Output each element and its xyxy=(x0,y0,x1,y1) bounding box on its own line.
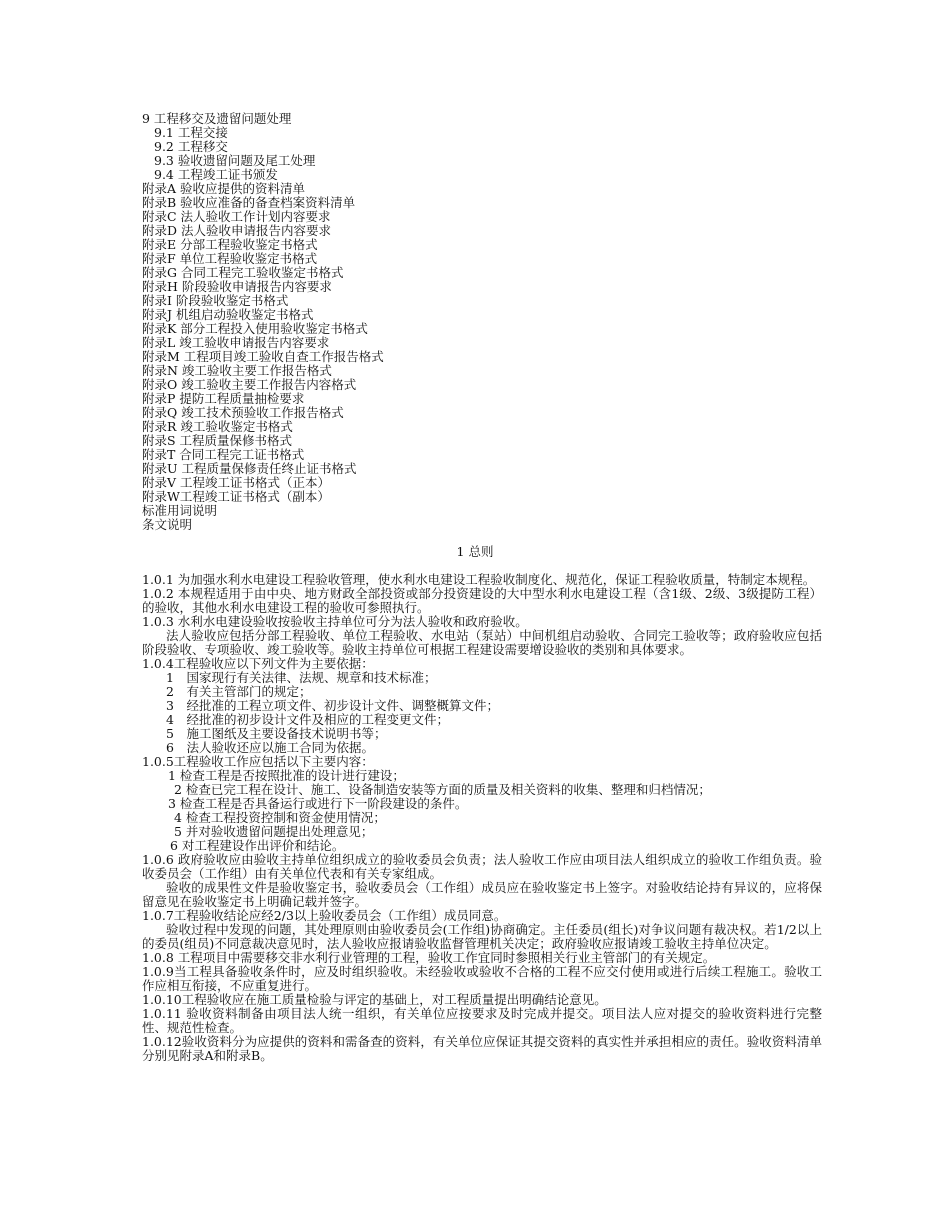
toc-entry: 附录K 部分工程投入使用验收鉴定书格式 xyxy=(142,321,368,336)
paragraph: 4 检查工程投资控制和资金使用情况； xyxy=(174,810,386,825)
paragraph: 3 经批准的工程立项文件、初步设计文件、调整概算文件； xyxy=(166,698,499,713)
toc-entry: 标准用词说明 xyxy=(142,503,218,518)
toc-entry: 9 工程移交及遗留问题处理 xyxy=(142,111,292,126)
paragraph: 1.0.2 本规程适用于由中央、地方财政全部投资或部分投资建设的大中型水利水电建设工程（含1级、2级、3级提防工程）的验收，其他水利水电建设工程的验收可参照执行。 xyxy=(142,586,822,615)
toc-entry: 附录A 验收应提供的资料清单 xyxy=(142,181,306,196)
toc-subentry: 9.3 验收遗留问题及尾工处理 xyxy=(154,153,316,168)
paragraph: 1.0.12验收资料分为应提供的资料和需备查的资料，有关单位应保证其提交资料的真实性并承担相应的责任。验收资料清单分别见附录A和附录B。 xyxy=(142,1034,822,1063)
paragraph: 1 检查工程是否按照批准的设计进行建设； xyxy=(168,768,405,783)
paragraph: 1 国家现行有关法律、法规、规章和技术标准； xyxy=(166,670,437,685)
paragraph: 1.0.6 政府验收应由验收主持单位组织成立的验收委员会负责；法人验收工作应由项目法人组织成立的验收工作组负责。验收委员会（工作组）由有关单位代表和有关专家组成。 xyxy=(142,852,822,881)
paragraph: 1.0.11 验收资料制备由项目法人统一组织，有关单位应按要求及时完成并提交。项目法人应对提交的验收资料进行完整性、规范性检查。 xyxy=(142,1006,822,1035)
paragraph: 6 法人验收还应以施工合同为依据。 xyxy=(166,740,374,755)
toc-entry: 附录U 工程质量保修责任终止证书格式 xyxy=(142,461,357,476)
toc-entry: 附录G 合同工程完工验收鉴定书格式 xyxy=(142,265,344,280)
paragraph: 1.0.1 为加强水利水电建设工程验收管理，使水利水电建设工程验收制度化、规范化，保证工程验收质量，特制定本规程。 xyxy=(142,572,816,587)
toc-entry: 附录H 阶段验收申请报告内容要求 xyxy=(142,279,332,294)
paragraph: 3 检查工程是否具备运行或进行下一阶段建设的条件。 xyxy=(168,796,468,811)
toc-entry: 附录J 机组启动验收鉴定书格式 xyxy=(142,307,314,322)
toc-entry: 附录P 提防工程质量抽检要求 xyxy=(142,391,305,406)
toc-entry: 附录W工程竣工证书格式（副本） xyxy=(142,489,330,504)
toc-entry: 附录I 阶段验收鉴定书格式 xyxy=(142,293,289,308)
toc-subentry: 9.2 工程移交 xyxy=(154,139,228,154)
paragraph: 1.0.9当工程具备验收条件时，应及时组织验收。未经验收或验收不合格的工程不应交付使用或进行后续工程施工。验收工作应相互衔接，不应重复进行。 xyxy=(142,964,822,993)
paragraph: 4 经批准的初步设计文件及相应的工程变更文件； xyxy=(166,712,449,727)
toc-entry: 附录N 竣工验收主要工作报告格式 xyxy=(142,363,332,378)
toc-entry: 附录E 分部工程验收鉴定书格式 xyxy=(142,237,318,252)
toc-entry: 附录L 竣工验收申请报告内容要求 xyxy=(142,335,330,350)
section-body xyxy=(142,573,822,1063)
section-title: 1 总则 xyxy=(456,544,494,559)
toc-entry: 附录V 工程竣工证书格式（正本） xyxy=(142,475,331,490)
paragraph: 2 检查已完工程在设计、施工、设备制造安装等方面的质量及相关资料的收集、整理和归档情况； xyxy=(174,782,711,797)
toc-entry: 附录F 单位工程验收鉴定书格式 xyxy=(142,251,318,266)
toc-entry: 附录B 验收应准备的备查档案资料清单 xyxy=(142,195,356,210)
paragraph: 2 有关主管部门的规定； xyxy=(166,684,312,699)
table-of-contents xyxy=(142,112,842,532)
toc-entry: 条文说明 xyxy=(142,517,193,532)
toc-entry: 附录D 法人验收申请报告内容要求 xyxy=(142,223,331,238)
toc-entry: 附录S 工程质量保修书格式 xyxy=(142,433,293,448)
paragraph: 1.0.7工程验收结论应经2/3以上验收委员会（工作组）成员同意。 xyxy=(142,908,507,923)
toc-subentry: 9.1 工程交接 xyxy=(154,125,228,140)
toc-entry: 附录C 法人验收工作计划内容要求 xyxy=(142,209,331,224)
toc-entry: 附录O 竣工验收主要工作报告内容格式 xyxy=(142,377,357,392)
toc-subentry: 9.4 工程竣工证书颁发 xyxy=(154,167,278,182)
paragraph: 验收的成果性文件是验收鉴定书，验收委员会（工作组）成员应在验收鉴定书上签字。对验收结论持有异议的，应将保留意见在验收鉴定书上明确记载并签字。 xyxy=(142,880,822,909)
toc-entry: 附录M 工程项目竣工验收自查工作报告格式 xyxy=(142,349,384,364)
paragraph: 1.0.8 工程项目中需要移交非水利行业管理的工程，验收工作宜同时参照相关行业主管部门的有关规定。 xyxy=(142,950,716,965)
toc-entry: 附录T 合同工程完工证书格式 xyxy=(142,447,305,462)
paragraph: 1.0.10工程验收应在施工质量检验与评定的基础上，对工程质量提出明确结论意见。 xyxy=(142,992,607,1007)
toc-entry: 附录R 竣工验收鉴定书格式 xyxy=(142,419,293,434)
paragraph: 6 对工程建设作出评价和结论。 xyxy=(170,838,345,853)
toc-entry: 附录Q 竣工技术预验收工作报告格式 xyxy=(142,405,344,420)
paragraph: 1.0.5工程验收工作应包括以下主要内容： xyxy=(142,754,374,769)
paragraph: 5 并对验收遗留问题提出处理意见； xyxy=(174,824,374,839)
paragraph: 1.0.3 水利水电建设验收按验收主持单位可分为法人验收和政府验收。 xyxy=(142,614,528,629)
paragraph: 1.0.4工程验收应以下列文件为主要依据： xyxy=(142,656,374,671)
paragraph: 5 施工图纸及主要设备技术说明书等； xyxy=(166,726,387,741)
paragraph: 法人验收应包括分部工程验收、单位工程验收、水电站（泵站）中间机组启动验收、合同完工验收等；政府验收应包括阶段验收、专项验收、竣工验收等。验收主持单位可根据工程建设需要增设验收的类别和具体要求。 xyxy=(142,628,822,657)
paragraph: 验收过程中发现的问题，其处理原则由验收委员会(工作组)协商确定。主任委员(组长)对争议问题有裁决权。若1/2以上的委员(组员)不同意裁决意见时，法人验收应报请验收监督管理机关决定；政府验收应报请竣工验收主持单位决定。 xyxy=(142,922,822,951)
